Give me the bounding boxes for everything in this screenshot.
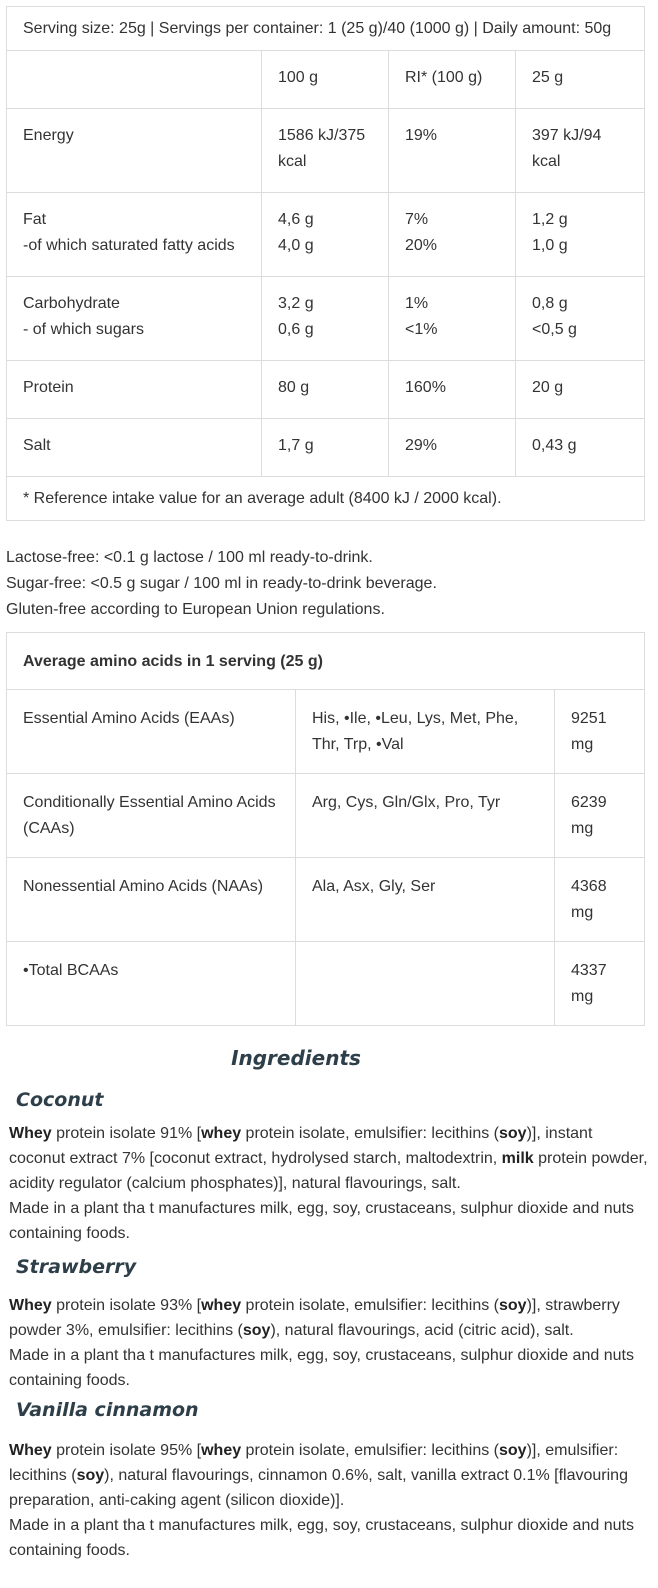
allergen-highlight: milk — [501, 1150, 534, 1167]
value-25g: 397 kJ/94 kcal — [516, 109, 645, 193]
allergen-highlight: whey — [201, 1442, 242, 1459]
amino-amount: 9251 mg — [555, 690, 645, 774]
allergen-highlight: Whey — [9, 1297, 52, 1314]
nutrition-row-protein — [7, 361, 645, 419]
nutrition-table — [6, 6, 645, 521]
free-from-notes — [6, 545, 646, 623]
amino-group-name: Nonessential Amino Acids (NAAs) — [7, 858, 296, 942]
ingredients-heading: Ingredients — [231, 1046, 361, 1070]
serving-size-line: Serving size: 25g | Servings per container: 1 (25 g)/40 (1000 g) | Daily amount: 50g — [7, 7, 645, 51]
sugar-free-note: Sugar-free: <0.5 g sugar / 100 ml in ready-to-drink beverage. — [6, 575, 437, 592]
gluten-free-note: Gluten-free according to European Union regulations. — [6, 601, 385, 618]
ingredient-list: Whey protein isolate 93% [whey protein isolate, emulsifier: lecithins (soy)], strawberry powder 3%, emulsifier: lecithins (soy), natural flavourings, acid (citric acid), salt. — [9, 1297, 620, 1339]
facility-note: Made in a plant tha t manufactures milk, egg, soy, crustaceans, sulphur dioxide and nuts containing foods. — [9, 1517, 634, 1559]
nutrition-row-salt — [7, 419, 645, 477]
amino-amount: 4337 mg — [555, 942, 645, 1026]
value-ri-cell — [389, 277, 516, 361]
variant-title-coconut: Coconut — [16, 1089, 104, 1111]
header-cell-ri: RI* (100 g) — [389, 51, 516, 109]
value-100g: 1,7 g — [262, 419, 389, 477]
row-label-cell — [7, 193, 262, 277]
value-100g-cell — [262, 277, 389, 361]
row-label: Salt — [7, 419, 262, 477]
amino-group-name: Essential Amino Acids (EAAs) — [7, 690, 296, 774]
row-label: Energy — [7, 109, 262, 193]
header-cell-25g: 25 g — [516, 51, 645, 109]
variant-title-strawberry: Strawberry — [16, 1256, 137, 1278]
value-100g: 80 g — [262, 361, 389, 419]
amino-row-eaas — [7, 690, 645, 774]
header-cell-label — [7, 51, 262, 109]
value-25g-sub: 1,0 g — [532, 237, 568, 254]
amino-row-naas — [7, 858, 645, 942]
amino-acid-list: Arg, Cys, Gln/Glx, Pro, Tyr — [296, 774, 555, 858]
amino-group-name: Conditionally Essential Amino Acids (CAAs) — [7, 774, 296, 858]
nutrition-row-fat — [7, 193, 645, 277]
amino-acid-list: Ala, Asx, Gly, Ser — [296, 858, 555, 942]
amino-acids-table — [6, 632, 645, 1026]
value-25g: 0,8 g — [532, 295, 568, 312]
value-ri: 7% — [405, 211, 429, 228]
value-25g: 0,43 g — [516, 419, 645, 477]
allergen-highlight: soy — [499, 1297, 527, 1314]
value-100g: 4,6 g — [278, 211, 314, 228]
header-cell-100g: 100 g — [262, 51, 389, 109]
row-label-cell — [7, 277, 262, 361]
amino-amount: 4368 mg — [555, 858, 645, 942]
allergen-highlight: soy — [499, 1442, 527, 1459]
value-100g-sub: 0,6 g — [278, 321, 314, 338]
amino-group-name: •Total BCAAs — [7, 942, 296, 1026]
variant-body-strawberry — [9, 1293, 649, 1393]
variant-body-vanilla-cinnamon — [9, 1438, 649, 1563]
value-ri-cell — [389, 193, 516, 277]
allergen-highlight: whey — [201, 1125, 242, 1142]
value-100g-cell — [262, 193, 389, 277]
value-25g: 1,2 g — [532, 211, 568, 228]
value-100g: 3,2 g — [278, 295, 314, 312]
reference-intake-footnote: * Reference intake value for an average adult (8400 kJ / 2000 kcal). — [7, 477, 645, 521]
value-25g-cell — [516, 277, 645, 361]
allergen-highlight: Whey — [9, 1125, 52, 1142]
amino-row-bcaas — [7, 942, 645, 1026]
row-sub-label: -of which saturated fatty acids — [23, 237, 235, 254]
value-ri: 29% — [389, 419, 516, 477]
allergen-highlight: Whey — [9, 1442, 52, 1459]
value-25g-cell — [516, 193, 645, 277]
value-ri-sub: <1% — [405, 321, 438, 338]
value-ri: 160% — [389, 361, 516, 419]
nutrition-row-energy — [7, 109, 645, 193]
lactose-free-note: Lactose-free: <0.1 g lactose / 100 ml ready-to-drink. — [6, 549, 373, 566]
row-label: Fat — [23, 211, 47, 228]
variant-body-coconut — [9, 1121, 649, 1246]
allergen-highlight: soy — [242, 1322, 271, 1339]
value-ri: 19% — [389, 109, 516, 193]
value-100g: 1586 kJ/375 kcal — [262, 109, 389, 193]
nutrition-row-carbohydrate — [7, 277, 645, 361]
row-label: Protein — [7, 361, 262, 419]
amino-acid-list — [296, 942, 555, 1026]
row-sub-label: - of which sugars — [23, 321, 144, 338]
allergen-highlight: soy — [499, 1125, 527, 1142]
ingredient-list: Whey protein isolate 91% [whey protein isolate, emulsifier: lecithins (soy)], instant coconut extract 7% [coconut extract, hydrolysed starch, maltodextrin, milk protein powder, acidity regulator (calcium phosphates)], natural flavourings, salt. — [9, 1125, 648, 1192]
value-ri-sub: 20% — [405, 237, 438, 254]
variant-title-vanilla-cinnamon: Vanilla cinnamon — [16, 1399, 199, 1421]
value-100g-sub: 4,0 g — [278, 237, 314, 254]
nutrition-header-row — [7, 51, 645, 109]
facility-note: Made in a plant tha t manufactures milk, egg, soy, crustaceans, sulphur dioxide and nuts containing foods. — [9, 1200, 634, 1242]
allergen-highlight: whey — [201, 1297, 242, 1314]
allergen-highlight: soy — [76, 1467, 105, 1484]
ingredient-list: Whey protein isolate 95% [whey protein isolate, emulsifier: lecithins (soy)], emulsifier: lecithins (soy), natural flavourings, cinnamon 0.6%, salt, vanilla extract 0.1% [flavouring preparation, anti-caking agent (silicon dioxide)]. — [9, 1442, 628, 1509]
amino-row-caas — [7, 774, 645, 858]
row-label: Carbohydrate — [23, 295, 120, 312]
facility-note: Made in a plant tha t manufactures milk, egg, soy, crustaceans, sulphur dioxide and nuts containing foods. — [9, 1347, 634, 1389]
value-ri: 1% — [405, 295, 429, 312]
value-25g-sub: <0,5 g — [532, 321, 577, 338]
amino-amount: 6239 mg — [555, 774, 645, 858]
amino-acid-list: His, •Ile, •Leu, Lys, Met, Phe, Thr, Trp, •Val — [296, 690, 555, 774]
value-25g: 20 g — [516, 361, 645, 419]
amino-table-title: Average amino acids in 1 serving (25 g) — [7, 633, 645, 690]
